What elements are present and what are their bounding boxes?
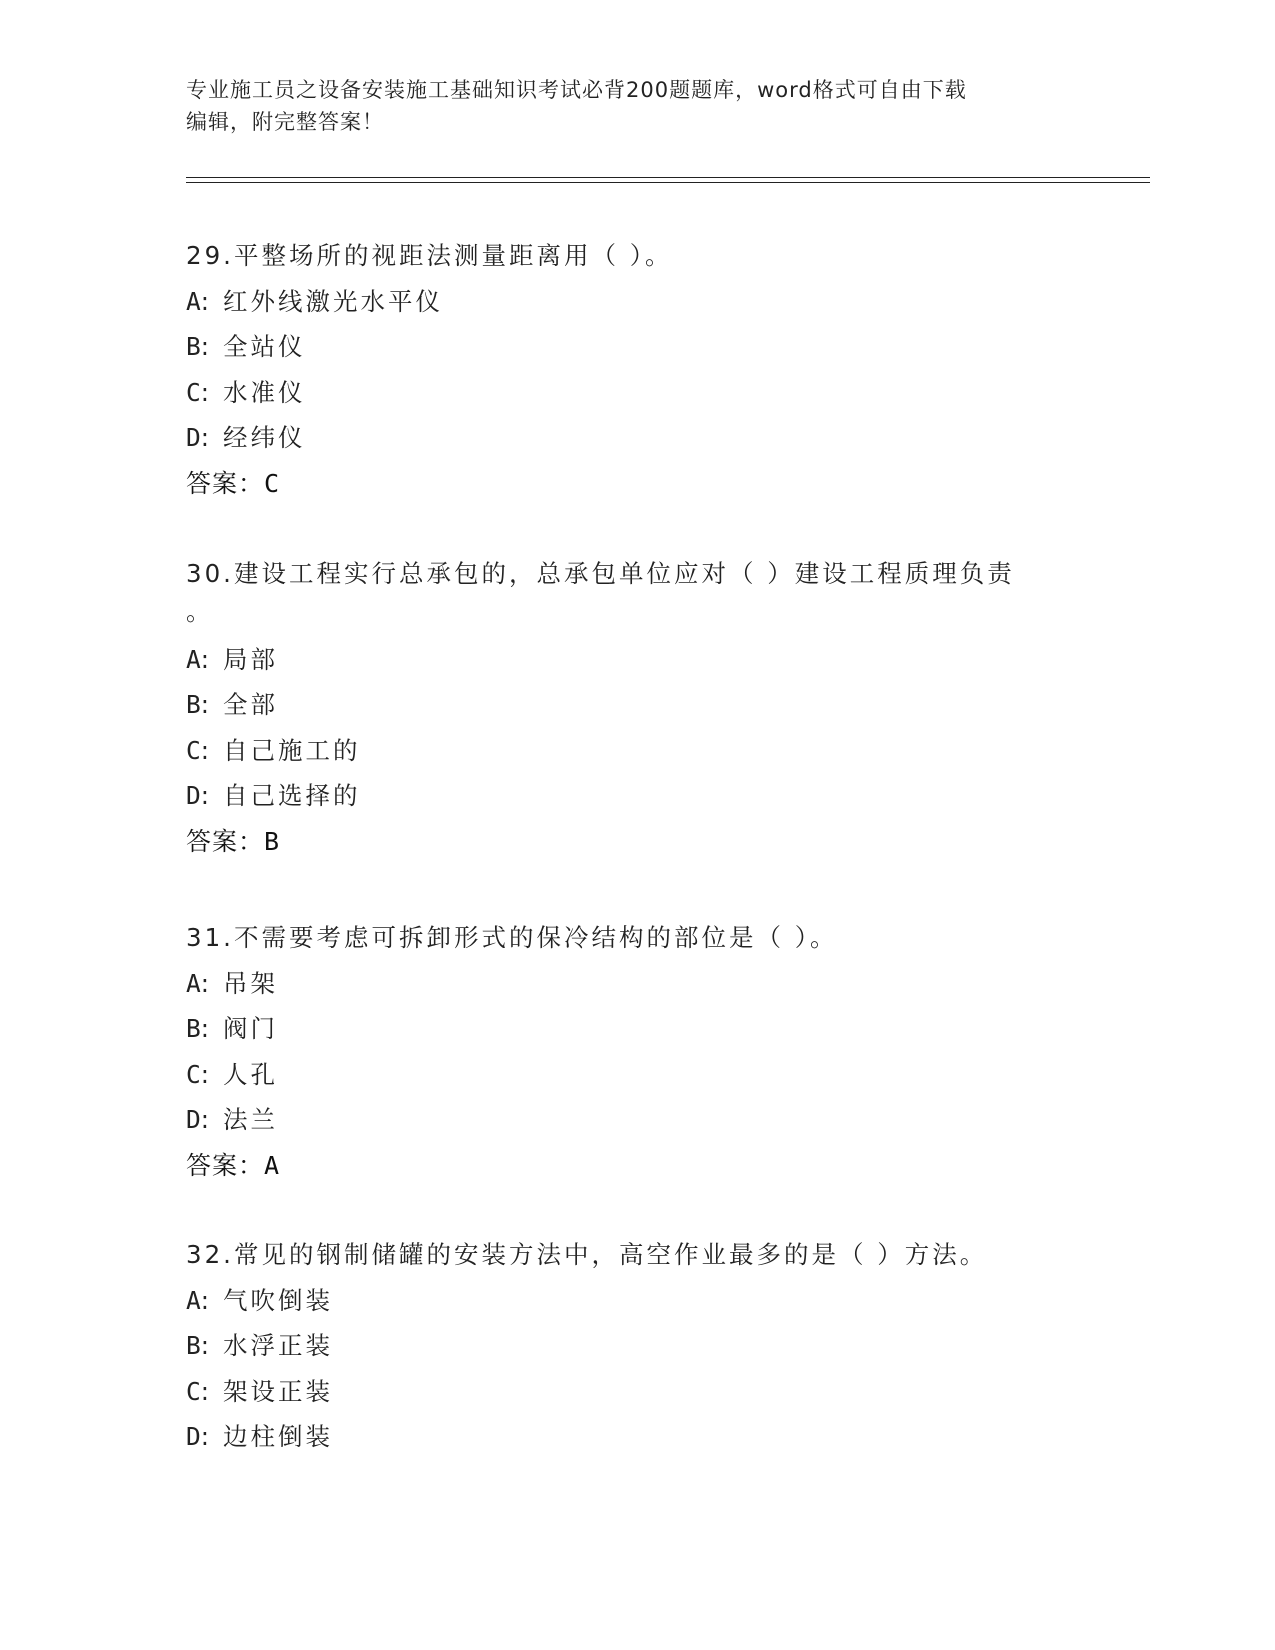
option-text: 局部 [223, 644, 279, 674]
header-divider-bottom [186, 182, 1150, 183]
option-letter: D [186, 1105, 201, 1134]
option-d: D: 经纬仪 [186, 423, 306, 452]
question-stem: 32.常见的钢制储罐的安装方法中，高空作业最多的是（ ）方法。 [186, 1240, 988, 1269]
answer-line [186, 819, 1076, 865]
option-letter: C [186, 735, 201, 765]
answer-line [186, 461, 1076, 507]
option-text: 全部 [223, 690, 279, 719]
option-letter: B [186, 1331, 201, 1360]
option-a: A: 气吹倒装 [186, 1285, 334, 1315]
option-a: A: 吊架 [186, 968, 279, 998]
option-letter: A [186, 644, 201, 674]
question-stem: 30.建设工程实行总承包的，总承包单位应对（ ）建设工程质理负责 [186, 559, 1015, 588]
option-d: D: 法兰 [186, 1105, 279, 1134]
question-31 [186, 915, 1076, 1188]
option-letter: C [186, 1059, 201, 1089]
answer-label: 答案： [186, 1150, 265, 1180]
option-text: 自己施工的 [223, 735, 361, 765]
option-d: D: 自己选择的 [186, 781, 361, 810]
option-letter: A [186, 968, 201, 998]
header-line-1: 专业施工员之设备安装施工基础知识考试必背200题题库，word格式可自由下载 [186, 78, 967, 102]
option-letter: C [186, 377, 201, 407]
option-text: 全站仪 [223, 332, 306, 361]
question-stem: 31.不需要考虑可拆卸形式的保冷结构的部位是（ ）。 [186, 923, 838, 952]
answer-value: B [264, 826, 280, 856]
option-letter: B [186, 1014, 201, 1043]
question-30 [186, 551, 1076, 864]
option-text: 自己选择的 [223, 781, 361, 810]
option-b: B: 全部 [186, 690, 279, 719]
option-c: C: 自己施工的 [186, 735, 361, 765]
option-b: B: 阀门 [186, 1014, 279, 1043]
option-b: B: 水浮正装 [186, 1331, 334, 1360]
option-letter: C [186, 1376, 201, 1406]
option-text: 阀门 [223, 1014, 279, 1043]
option-letter: D [186, 781, 201, 810]
option-letter: D [186, 423, 201, 452]
question-29 [186, 233, 1076, 506]
answer-label: 答案： [186, 826, 265, 856]
option-text: 架设正装 [223, 1376, 334, 1406]
option-text: 人孔 [223, 1059, 279, 1089]
option-c: C: 人孔 [186, 1059, 279, 1089]
option-b: B: 全站仪 [186, 332, 306, 361]
answer-value: C [264, 468, 280, 498]
answer-line [186, 1143, 1076, 1189]
option-letter: B [186, 690, 201, 719]
option-c: C: 架设正装 [186, 1376, 334, 1406]
document-header [186, 74, 1066, 138]
option-text: 经纬仪 [223, 423, 306, 452]
option-d: D: 边柱倒装 [186, 1422, 334, 1451]
option-text: 法兰 [223, 1105, 279, 1134]
option-a: A: 局部 [186, 644, 279, 674]
option-text: 吊架 [223, 968, 279, 998]
question-stem: 29.平整场所的视距法测量距离用（ ）。 [186, 241, 673, 270]
option-text: 水浮正装 [223, 1331, 334, 1360]
option-text: 气吹倒装 [223, 1285, 334, 1315]
question-32 [186, 1232, 1076, 1460]
option-text: 水准仪 [223, 377, 306, 407]
option-letter: A [186, 286, 201, 316]
header-divider-top [186, 177, 1150, 178]
answer-label: 答案： [186, 468, 265, 498]
option-text: 边柱倒装 [223, 1422, 334, 1451]
option-text: 红外线激光水平仪 [223, 286, 444, 316]
option-c: C: 水准仪 [186, 377, 306, 407]
answer-value: A [264, 1150, 280, 1180]
header-line-2: 编辑，附完整答案！ [186, 110, 384, 134]
option-a: A: 红外线激光水平仪 [186, 286, 444, 316]
option-letter: D [186, 1422, 201, 1451]
option-letter: B [186, 332, 201, 361]
question-stem-continuation: 。 [186, 596, 214, 626]
option-letter: A [186, 1285, 201, 1315]
